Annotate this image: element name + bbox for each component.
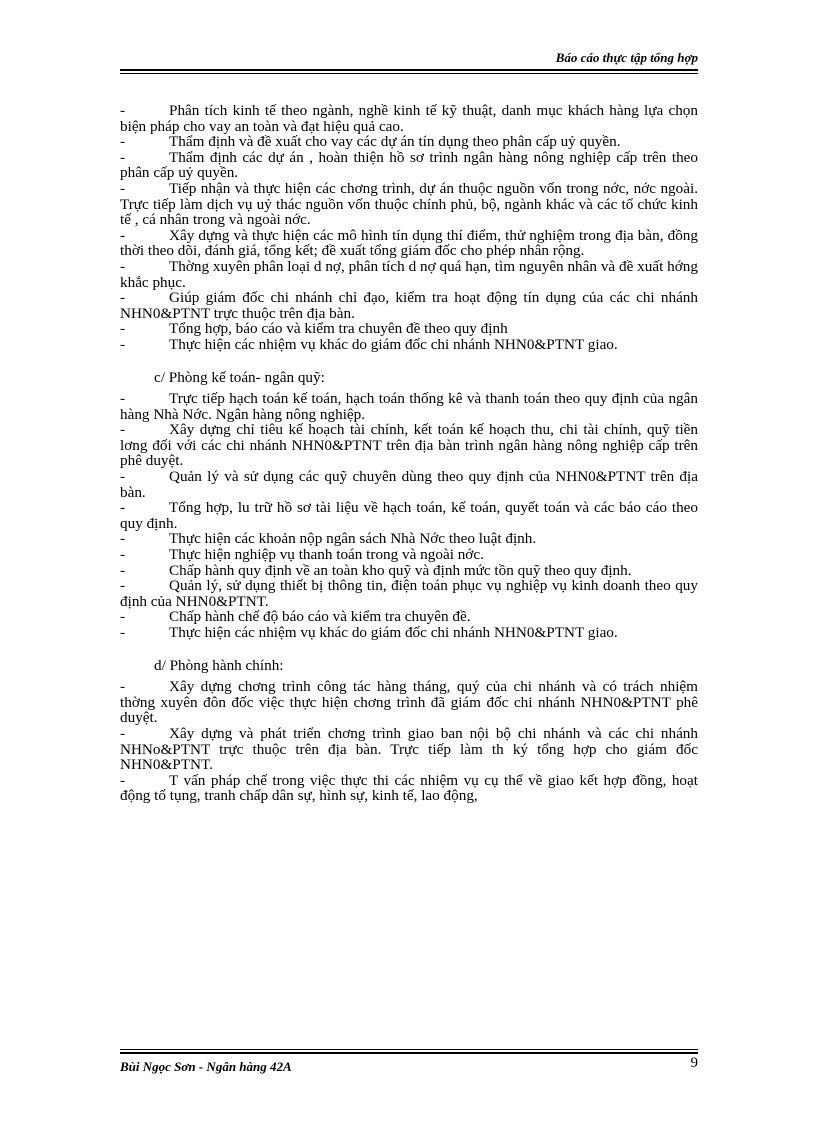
list-item: - Trực tiếp hạch toán kế toán, hạch toán thống kê và thanh toán theo quy định của ngân hàng Nhà Nớc. Ngân hàng nông nghiệp.	[120, 390, 698, 423]
footer-author: Bùi Ngọc Sơn - Ngân hàng 42A	[120, 1059, 292, 1074]
list-item: - Thực hiện các khoản nộp ngân sách Nhà Nớc theo luật định.	[120, 530, 537, 548]
list-item: - Tổng hợp, báo cáo và kiểm tra chuyên đề theo quy định	[120, 320, 508, 338]
list-item: - Thực hiện các nhiệm vụ khác do giám đốc chi nhánh NHN0&PTNT giao.	[120, 335, 618, 353]
page-number: 9	[690, 1055, 698, 1071]
page-content	[120, 103, 698, 804]
section-b-list	[120, 103, 698, 353]
list-item: - Tiếp nhận và thực hiện các chơng trình, dự án thuộc nguồn vốn trong nớc, nớc ngoài. Trực tiếp làm dịch vụ uỷ thác nguồn vốn thuộc chính phủ, bộ, ngành khác và các tổ chức kinh tế , cá nhân trong và ngoài nớc.	[120, 179, 698, 229]
list-item: - Quản lý, sử dụng thiết bị thông tin, điện toán phục vụ nghiệp vụ kinh doanh theo quy định của NHN0&PTNT.	[120, 577, 698, 610]
section-c-list	[120, 391, 698, 641]
list-item: - Xây dựng chỉ tiêu kế hoạch tài chính, kết toán kế hoạch thu, chi tài chính, quỹ tiền lơng đối với các chi nhánh NHN0&PTNT trên địa bàn trình ngân hàng nông nghiệp cấp trên phê duyệt.	[120, 421, 698, 470]
list-item: - Quản lý và sử dụng các quỹ chuyên dùng theo quy định của NHN0&PTNT trên địa bàn.	[120, 468, 698, 501]
list-item: - Xây dựng và thực hiện các mô hình tín dụng thí điểm, thử nghiệm trong địa bàn, đồng thời theo dõi, đánh giá, tổng kết; đề xuất tổng giám đốc cho phép nhân rộng.	[120, 226, 698, 260]
list-item: - Thờng xuyên phân loại d nợ, phân tích d nợ quá hạn, tìm nguyên nhân và đề xuất hớng khắc phục.	[120, 257, 698, 291]
list-item: - Thẩm định và đề xuất cho vay các dự án tín dụng theo phân cấp uỷ quyền.	[120, 133, 621, 151]
section-c-heading: c/ Phòng kế toán- ngân quỹ:	[154, 368, 325, 386]
list-item: - Giúp giám đốc chi nhánh chỉ đạo, kiểm tra hoạt động tín dụng của các chi nhánh NHN0&PTNT trực thuộc trên địa bàn.	[120, 289, 698, 322]
header-title: Báo cáo thực tập tổng hợp	[555, 50, 698, 65]
list-item: - Tổng hợp, lu trữ hồ sơ tài liệu về hạch toán, kế toán, quyết toán và các báo cáo theo quy định.	[120, 499, 698, 532]
header-rule	[120, 69, 698, 74]
section-d-heading: d/ Phòng hành chính:	[154, 656, 284, 674]
list-item: - Thực hiện các nhiệm vụ khác do giám đốc chi nhánh NHN0&PTNT giao.	[120, 624, 618, 641]
footer-rule	[120, 1049, 698, 1054]
list-item: - T vấn pháp chế trong việc thực thi các nhiệm vụ cụ thể về giao kết hợp đồng, hoạt động tố tụng, tranh chấp dân sự, hình sự, kinh tế, lao động,	[120, 771, 698, 805]
list-item: - Xây dựng chơng trình công tác hàng tháng, quý của chi nhánh và có trách nhiệm thờng xuyên đôn đốc việc thực hiện chơng trình đã giám đốc chi nhánh NHN0&PTNT phê duyệt.	[120, 678, 698, 727]
list-item: - Chấp hành chế độ báo cáo và kiểm tra chuyên đề.	[120, 608, 471, 626]
list-item: - Xây dựng và phát triển chơng trình giao ban nội bộ chi nhánh và các chi nhánh NHNo&PTNT trực thuộc trên địa bàn. Trực tiếp làm th ký tổng hợp cho giám đốc NHN0&PTNT.	[120, 724, 698, 774]
list-item: - Thực hiện nghiệp vụ thanh toán trong và ngoài nớc.	[120, 546, 484, 564]
section-d-list	[120, 679, 698, 804]
list-item: - Thẩm định các dự án , hoàn thiện hồ sơ trình ngân hàng nông nghiệp cấp trên theo phân cấp uỷ quyền.	[120, 148, 698, 182]
list-item: - Phân tích kinh tế theo ngành, nghề kinh tế kỹ thuật, danh mục khách hàng lựa chọn biện pháp cho vay an toàn và đạt hiệu quả cao.	[120, 102, 698, 135]
list-item: - Chấp hành quy định về an toàn kho quỹ và định mức tồn quỹ theo quy định.	[120, 561, 632, 579]
